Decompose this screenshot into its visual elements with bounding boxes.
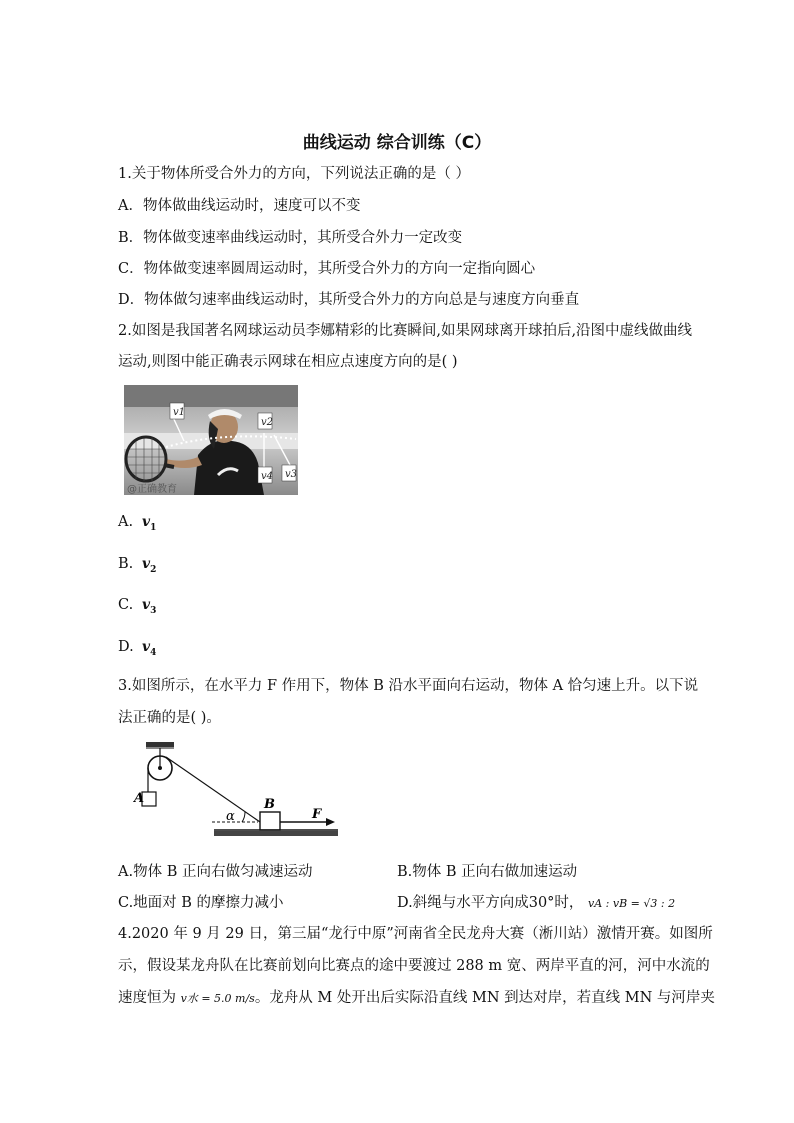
pulley-diagram-svg <box>128 738 348 842</box>
q2-stem-line1: 2.如图是我国著名网球运动员李娜精彩的比赛瞬间,如果网球离开球拍后,沿图中虚线做曲线 <box>118 323 693 339</box>
q2-option-a-sub: 1 <box>150 522 157 533</box>
label-b: B <box>264 797 275 812</box>
q2-option-d <box>118 637 156 663</box>
q2-option-b-var: v <box>142 556 151 572</box>
q2-option-a <box>118 512 156 538</box>
q2-option-b-letter: B. <box>118 556 134 572</box>
q3-stem-line1: 3.如图所示，在水平力 F 作用下，物体 B 沿水平面向右运动，物体 A 恰匀速上升。以下说 <box>118 678 699 694</box>
q2-option-d-letter: D. <box>118 639 134 655</box>
q2-option-c-letter: C. <box>118 597 134 613</box>
q3-option-a: A.物体 B 正向右做匀减速运动 <box>118 864 313 880</box>
q4-line3 <box>118 988 715 1009</box>
block-a <box>142 792 156 806</box>
q2-option-c-sub: 3 <box>150 605 157 616</box>
q1-stem: 1.关于物体所受合外力的方向，下列说法正确的是（ ） <box>118 166 470 182</box>
velocity-label-v2 <box>258 413 273 429</box>
q3-stem-line2: 法正确的是( )。 <box>118 710 221 726</box>
label-a: A <box>134 791 145 806</box>
block-b <box>260 812 280 830</box>
q1-option-b: B．物体做变速率曲线运动时，其所受合外力一定改变 <box>118 230 463 246</box>
q2-option-b <box>118 554 156 580</box>
q2-option-a-letter: A. <box>118 514 134 530</box>
photo-watermark: @正确教育 <box>127 484 177 495</box>
q1-option-d: D．物体做匀速率曲线运动时，其所受合外力的方向总是与速度方向垂直 <box>118 292 580 308</box>
q3-option-b: B.物体 B 正向右做加速运动 <box>397 864 578 880</box>
q2-option-d-sub: 4 <box>150 647 157 658</box>
q3-option-d <box>397 893 675 914</box>
q2-option-a-var: v <box>142 514 151 530</box>
q4-line1: 4.2020 年 9 月 29 日，第三届“龙行中原”河南省全民龙舟大赛（淅川站）激情开赛。如图所 <box>118 926 713 942</box>
pulley-diagram <box>128 738 348 842</box>
q4-line3-math: v水 = 5.0 m/s <box>180 992 255 1005</box>
label-alpha: α <box>226 809 235 824</box>
velocity-label-v4 <box>258 467 273 483</box>
label-f: F <box>312 807 322 822</box>
q2-stem-line2: 运动,则图中能正确表示网球在相应点速度方向的是( ) <box>118 354 458 370</box>
velocity-label-v1 <box>170 403 185 419</box>
tennis-photo-illustration <box>124 385 298 495</box>
velocity-label-v4-text: v4 <box>261 471 274 482</box>
velocity-label-v3 <box>282 465 297 481</box>
q4-line3-a: 速度恒为 <box>118 990 176 1006</box>
q1-option-c: C．物体做变速率圆周运动时，其所受合外力的方向一定指向圆心 <box>118 261 536 277</box>
q2-option-d-var: v <box>142 639 151 655</box>
q2-option-b-sub: 2 <box>150 564 157 575</box>
page-title: 曲线运动 综合训练（C） <box>302 133 492 153</box>
velocity-label-v1-text: v1 <box>173 407 186 418</box>
q1-option-a: A．物体做曲线运动时，速度可以不变 <box>118 198 361 214</box>
velocity-label-v2-text: v2 <box>261 417 274 428</box>
velocity-label-v3-text: v3 <box>285 469 298 480</box>
q2-option-c <box>118 595 156 621</box>
q2-option-c-var: v <box>142 597 151 613</box>
q4-line3-b: 。龙舟从 M 处开出后实际沿直线 MN 到达对岸，若直线 MN 与河岸夹 <box>254 990 715 1006</box>
tennis-photo <box>124 385 298 495</box>
q4-line2: 示，假设某龙舟队在比赛前划向比赛点的途中要渡过 288 m 宽、两岸平直的河，河中水流的 <box>118 958 710 974</box>
q3-option-d-text: D.斜绳与水平方向成30°时， <box>397 895 584 911</box>
q3-option-c: C.地面对 B 的摩擦力减小 <box>118 895 284 911</box>
q3-option-d-math: vA : vB = √3 : 2 <box>588 897 676 910</box>
